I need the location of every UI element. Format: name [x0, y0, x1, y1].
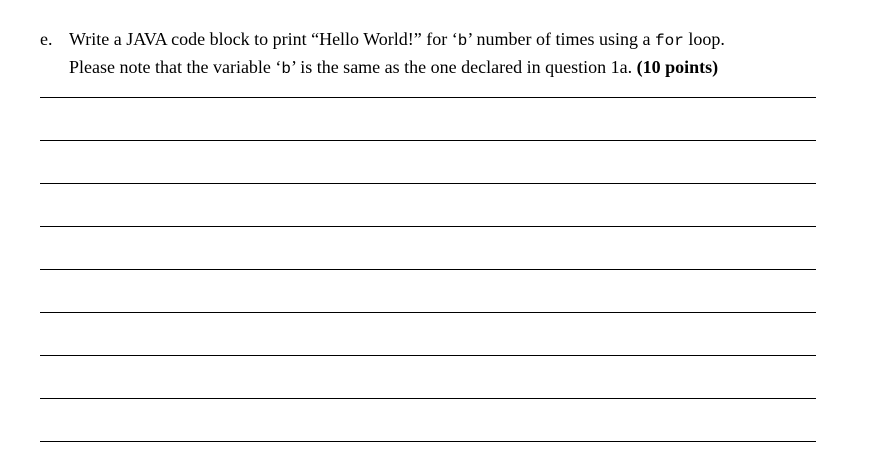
answer-line: [40, 269, 816, 270]
variable-b-code: b: [457, 32, 468, 50]
answer-line: [40, 97, 816, 98]
question-line-1-part-b: ’ number of times using a: [467, 29, 655, 49]
answer-line: [40, 441, 816, 442]
points-label: (10 points): [636, 57, 719, 77]
answer-lines: [40, 0, 816, 473]
variable-b-code-2: b: [281, 60, 292, 78]
for-keyword-code: for: [655, 32, 684, 50]
answer-line: [40, 312, 816, 313]
answer-line: [40, 140, 816, 141]
answer-line: [40, 398, 816, 399]
answer-line: [40, 226, 816, 227]
answer-line: [40, 355, 816, 356]
question-line-1-part-a: Write a JAVA code block to print “Hello World!” for ‘: [69, 29, 458, 49]
question-line-2-part-a: Please note that the variable ‘: [69, 57, 282, 77]
question-line-1-part-c: loop.: [683, 29, 725, 49]
answer-line: [40, 183, 816, 184]
question-line-2-part-b: ’ is the same as the one declared in question 1a.: [291, 57, 637, 77]
question-letter: e.: [40, 29, 53, 49]
